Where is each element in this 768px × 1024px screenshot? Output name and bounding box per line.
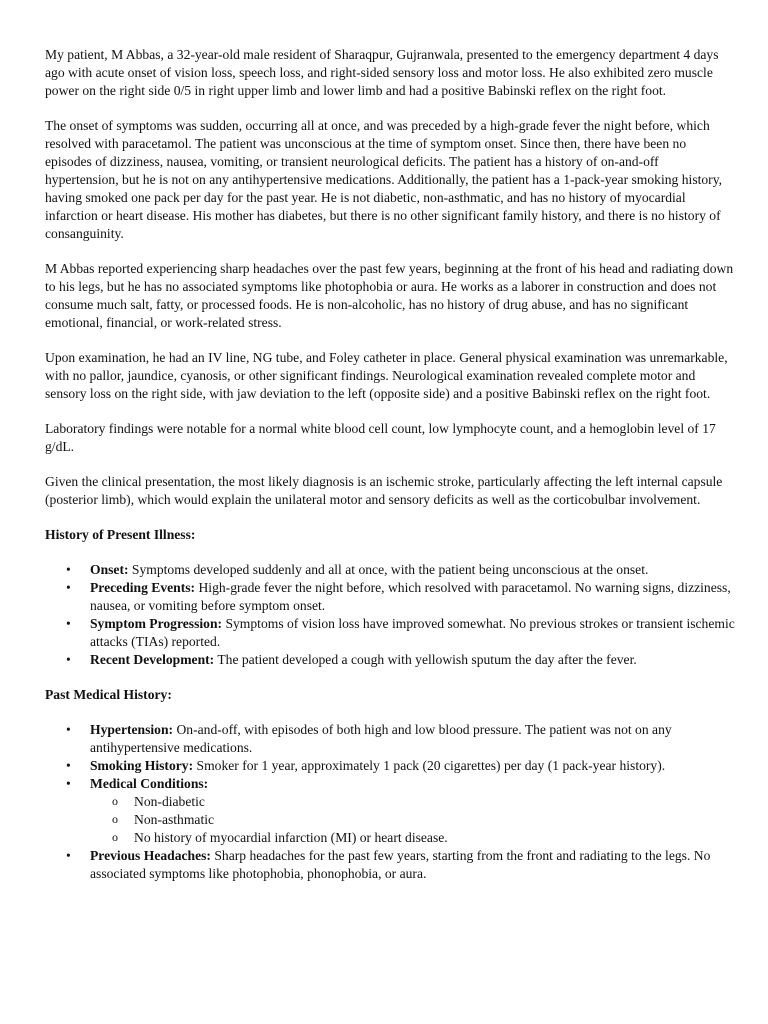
paragraph-examination: Upon examination, he had an IV line, NG tube, and Foley catheter in place. General physical examination was unremarkable, with no pallor, jaundice, cyanosis, or other significant findings. Neurological examination revealed complete motor and sensory loss on the right side, with jaw deviation to the left (opposite side) and a positive Babinski reflex on the right foot.	[45, 350, 728, 401]
list-item-label: Smoking History:	[90, 758, 194, 773]
hpi-list	[45, 561, 735, 669]
list-item-text: The patient developed a cough with yellowish sputum the day after the fever.	[214, 652, 637, 667]
list-item-label: Onset:	[90, 562, 129, 577]
document-page	[45, 46, 735, 900]
list-item-text: Sharp headaches for the past few years, starting from the front and radiating to the legs. No associated symptoms like photophobia, phonophobia, or aura.	[90, 848, 711, 881]
sublist-item: o Non-diabetic	[134, 793, 735, 811]
list-item	[90, 775, 735, 847]
pmh-heading: Past Medical History:	[45, 687, 172, 702]
list-item-text: High-grade fever the night before, which resolved with paracetamol. No warning signs, dizziness, nausea, or vomiting before symptom onset.	[90, 580, 731, 613]
list-item	[90, 721, 735, 757]
sublist-item: o No history of myocardial infarction (MI) or heart disease.	[134, 829, 735, 847]
list-item-text: Symptoms developed suddenly and all at once, with the patient being unconscious at the onset.	[128, 562, 649, 577]
pmh-list	[45, 721, 735, 883]
list-item-label: Preceding Events:	[90, 580, 196, 595]
list-item	[90, 651, 735, 669]
paragraph-diagnosis: Given the clinical presentation, the most likely diagnosis is an ischemic stroke, particularly affecting the left internal capsule (posterior limb), which would explain the unilateral motor and sensory deficits as well as the corticobulbar involvement.	[45, 474, 723, 507]
list-item-label: Hypertension:	[90, 722, 174, 737]
paragraph-presentation: My patient, M Abbas, a 32-year-old male resident of Sharaqpur, Gujranwala, presented to the emergency department 4 days ago with acute onset of vision loss, speech loss, and right-sided sensory loss and motor loss. He also exhibited zero muscle power on the right side 0/5 in right upper limb and lower limb and had a positive Babinski reflex on the right foot.	[45, 47, 719, 98]
list-item	[90, 847, 735, 883]
list-item-label: Symptom Progression:	[90, 616, 223, 631]
list-item-label: Medical Conditions:	[90, 776, 209, 791]
list-item-text: Symptoms of vision loss have improved somewhat. No previous strokes or transient ischemic attacks (TIAs) reported.	[90, 616, 735, 649]
paragraph-onset: The onset of symptoms was sudden, occurring all at once, and was preceded by a high-grade fever the night before, which resolved with paracetamol. The patient was unconscious at the time of symptom onset. Since then, there have been no episodes of dizziness, nausea, vomiting, or transient neurological deficits. The patient has a history of on-and-off hypertension, but he is not on any antihypertensive medications. Additionally, the patient has a 1-pack-year smoking history, having smoked one pack per day for the past year. He is not diabetic, non-asthmatic, and has no history of myocardial infarction or heart disease. His mother has diabetes, but there is no other significant family history, and there is no history of consanguinity.	[45, 118, 723, 241]
list-item	[90, 615, 735, 651]
list-item	[90, 561, 735, 579]
paragraph-labs: Laboratory findings were notable for a normal white blood cell count, low lymphocyte count, and a hemoglobin level of 17 g/dL.	[45, 421, 716, 454]
sublist-item: o Non-asthmatic	[134, 811, 735, 829]
list-item-label: Recent Development:	[90, 652, 215, 667]
list-item-label: Previous Headaches:	[90, 848, 211, 863]
list-item-text: On-and-off, with episodes of both high and low blood pressure. The patient was not on any antihypertensive medications.	[90, 722, 672, 755]
list-item	[90, 579, 735, 615]
paragraph-headaches: M Abbas reported experiencing sharp headaches over the past few years, beginning at the front of his head and radiating down to his legs, but he has no associated symptoms like photophobia or aura. He works as a laborer in construction and does not consume much salt, fatty, or processed foods. He is non-alcoholic, has no history of drug abuse, and has no significant emotional, financial, or work-related stress.	[45, 261, 734, 330]
list-item	[90, 757, 735, 775]
list-item-text: Smoker for 1 year, approximately 1 pack (20 cigarettes) per day (1 pack-year history).	[193, 758, 666, 773]
hpi-heading: History of Present Illness:	[45, 527, 196, 542]
medical-conditions-sublist	[90, 793, 735, 847]
